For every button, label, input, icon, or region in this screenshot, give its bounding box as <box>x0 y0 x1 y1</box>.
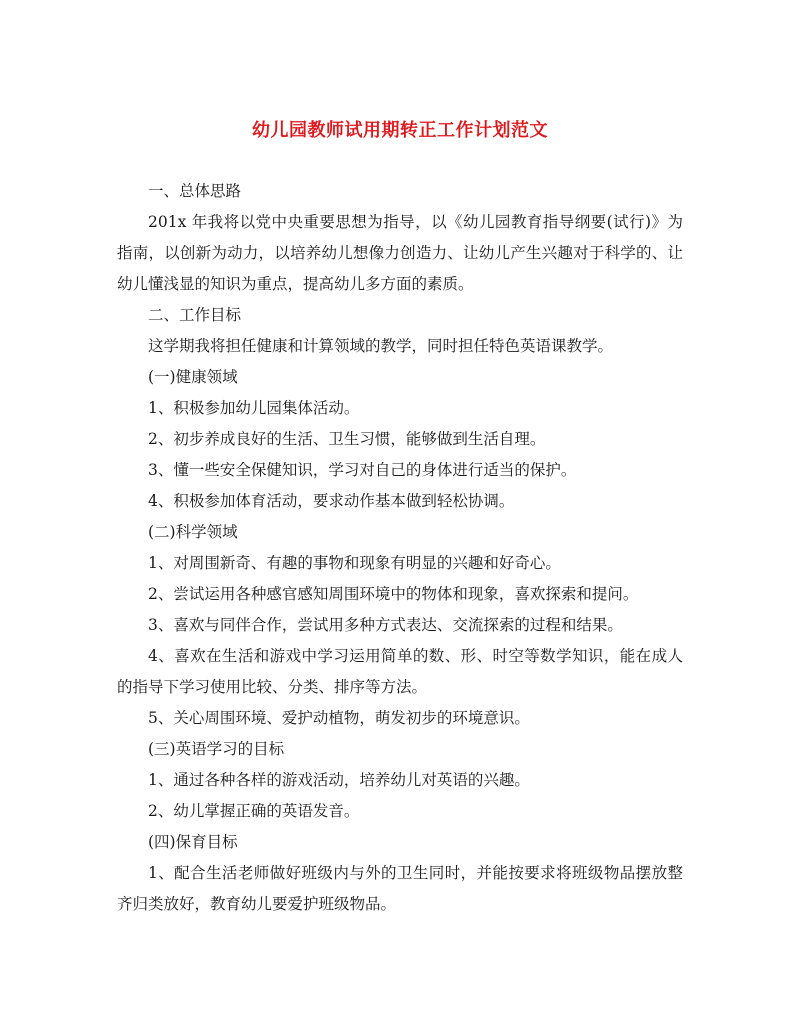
list-item-science-5: 5、关心周围环境、爱护动植物，萌发初步的环境意识。 <box>148 709 530 727</box>
list-item-care-1: 1、配合生活老师做好班级内与外的卫生同时，并能按要求将班级物品摆放整齐归类放好，教育幼儿要爱护班级物品。 <box>117 864 683 913</box>
list-item-english-2: 2、幼儿掌握正确的英语发音。 <box>148 802 360 820</box>
subheading-care-goals: (四)保育目标 <box>148 833 238 851</box>
list-item-science-1: 1、对周围新奇、有趣的事物和现象有明显的兴趣和好奇心。 <box>148 554 561 572</box>
document-body <box>117 176 683 920</box>
subheading-english-goals: (三)英语学习的目标 <box>148 740 285 758</box>
list-item-health-4: 4、积极参加体育活动，要求动作基本做到轻松协调。 <box>148 492 515 510</box>
list-item-health-1: 1、积极参加幼儿园集体活动。 <box>148 399 360 417</box>
list-item-science-4: 4、喜欢在生活和游戏中学习运用简单的数、形、时空等数学知识，能在成人的指导下学习使用比较、分类、排序等方法。 <box>117 647 683 696</box>
list-item-english-1: 1、通过各种各样的游戏活动，培养幼儿对英语的兴趣。 <box>148 771 530 789</box>
list-item-science-3: 3、喜欢与同伴合作，尝试用多种方式表达、交流探索的过程和结果。 <box>148 616 623 634</box>
subheading-science-domain: (二)科学领域 <box>148 523 238 541</box>
subheading-health-domain: (一)健康领域 <box>148 368 238 386</box>
section-heading-work-goals: 二、工作目标 <box>148 306 242 324</box>
paragraph-teaching-duties: 这学期我将担任健康和计算领域的教学，同时担任特色英语课教学。 <box>148 337 614 355</box>
section-heading-overall-approach: 一、总体思路 <box>148 182 242 200</box>
list-item-health-3: 3、懂一些安全保健知识，学习对自己的身体进行适当的保护。 <box>148 461 577 479</box>
list-item-science-2: 2、尝试运用各种感官感知周围环境中的物体和现象，喜欢探索和提问。 <box>148 585 639 603</box>
list-item-health-2: 2、初步养成良好的生活、卫生习惯，能够做到生活自理。 <box>148 430 546 448</box>
document-title: 幼儿园教师试用期转正工作计划范文 <box>252 120 548 141</box>
paragraph-overall-approach: 201x 年我将以党中央重要思想为指导，以《幼儿园教育指导纲要(试行)》为指南，以创新为动力，以培养幼儿想像力创造力、让幼儿产生兴趣对于科学的、让幼儿懂浅显的知识为重点，提高幼儿多方面的素质。 <box>117 213 683 293</box>
